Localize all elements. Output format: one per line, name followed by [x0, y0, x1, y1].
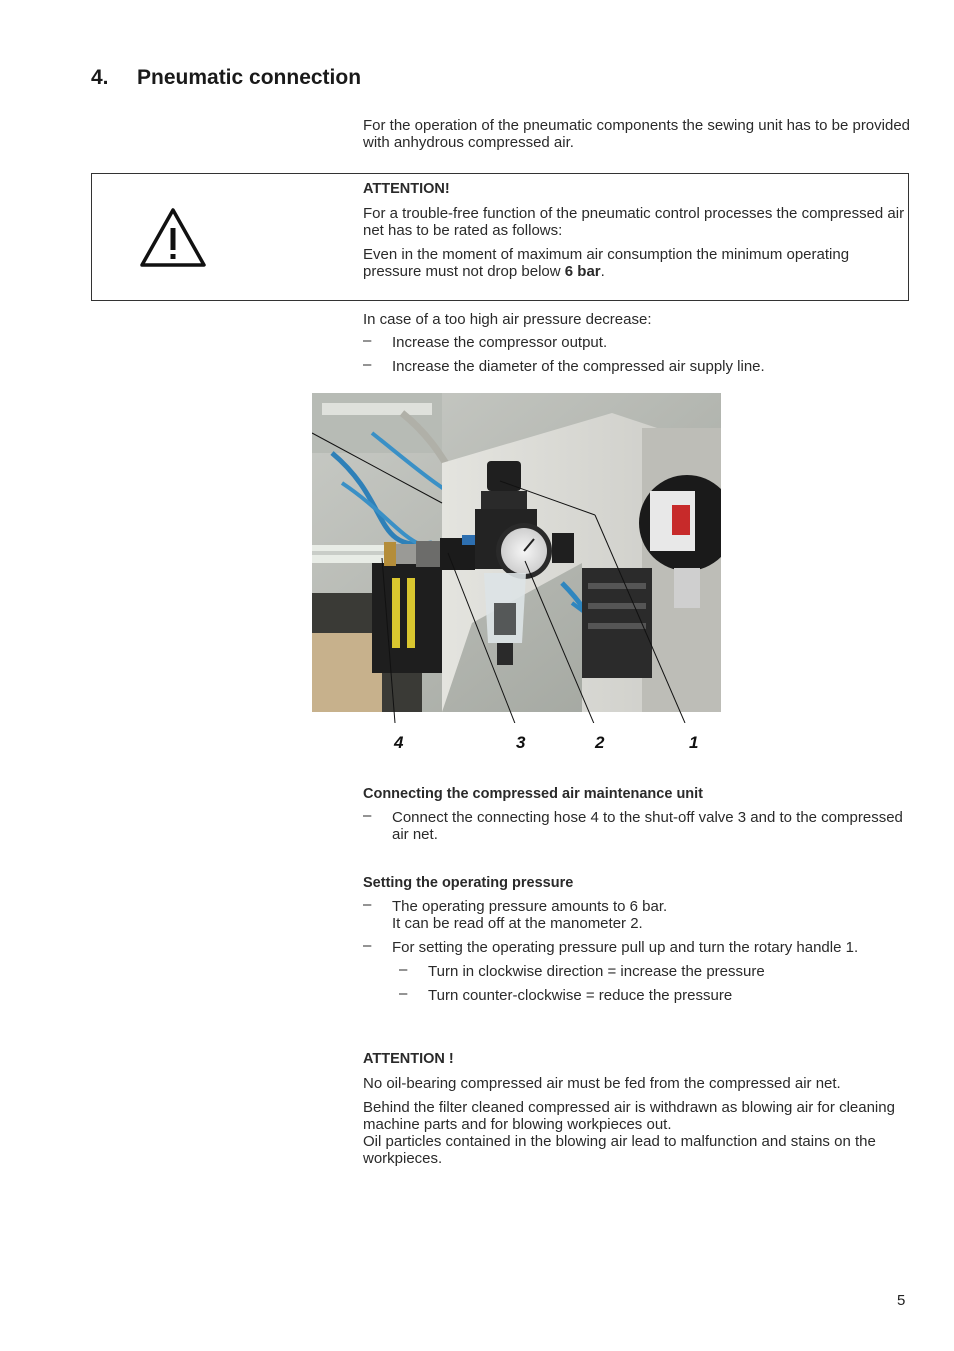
warning-heading: ATTENTION! — [363, 181, 450, 197]
connecting-section — [363, 786, 911, 843]
figure-label-2: 2 — [595, 733, 605, 752]
figure-label-3: 3 — [516, 733, 526, 752]
maintenance-unit-photo — [312, 393, 721, 712]
pressure-decrease-intro: In case of a too high air pressure decrease: — [363, 311, 652, 328]
section-title: Pneumatic connection — [137, 66, 362, 89]
pressure-value: 6 bar — [564, 263, 601, 280]
warning-triangle-icon — [139, 207, 207, 269]
sub-list-item: – Turn counter-clockwise = reduce the pressure — [399, 985, 733, 1004]
sub-list-item: – Turn in clockwise direction = increase the pressure — [399, 961, 765, 980]
attention-para3: Oil particles contained in the blowing air lead to malfunction and stains on the workpieces. — [363, 1133, 876, 1167]
attention-para1: No oil-bearing compressed air must be fed from the compressed air net. — [363, 1075, 841, 1092]
attention-para2: Behind the filter cleaned compressed air is withdrawn as blowing air for cleaning machine parts and for blowing workpieces out. — [363, 1099, 895, 1133]
pressure-decrease-section — [363, 311, 911, 375]
list-item: – Increase the diameter of the compressed air supply line. — [363, 356, 765, 375]
list-item: – For setting the operating pressure pull up and turn the rotary handle 1. — [363, 937, 859, 956]
warning-para2: Even in the moment of maximum air consumption the minimum operating pressure must not drop below 6 bar. — [363, 246, 850, 280]
list-item: – Connect the connecting hose 4 to the shut-off valve 3 and to the compressed air net. — [363, 807, 903, 843]
setting-heading: Setting the operating pressure — [363, 875, 574, 891]
warning-content — [363, 181, 911, 280]
figure-label-1: 1 — [689, 733, 699, 752]
attention-section — [363, 1051, 911, 1167]
list-item: – The operating pressure amounts to 6 bar. It can be read off at the manometer 2. — [363, 896, 668, 932]
section-number: 4. — [91, 66, 109, 89]
intro-paragraph — [363, 117, 911, 151]
page-number: 5 — [897, 1292, 906, 1309]
intro-text: For the operation of the pneumatic components the sewing unit has to be provided with anhydrous compressed air. — [363, 117, 911, 151]
section-heading — [91, 66, 361, 90]
setting-section — [363, 875, 911, 1004]
list-item: – Increase the compressor output. — [363, 332, 608, 351]
figure-label-4: 4 — [394, 733, 404, 752]
warning-para1: For a trouble-free function of the pneumatic control processes the compressed air net has to be rated as follows: — [363, 205, 905, 239]
connecting-heading: Connecting the compressed air maintenance unit — [363, 786, 704, 802]
attention-heading: ATTENTION ! — [363, 1051, 454, 1067]
